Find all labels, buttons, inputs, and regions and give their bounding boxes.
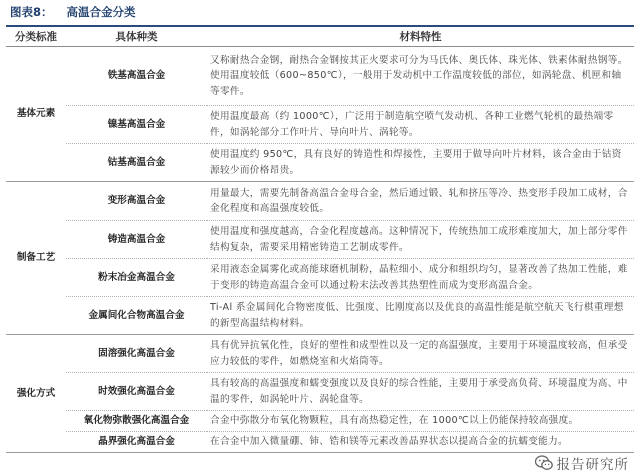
kind-cell: 晶界强化高温合金 xyxy=(66,432,207,453)
table-row xyxy=(6,182,634,221)
figure-header xyxy=(0,0,640,24)
desc-cell: 使用温度最高（约 1000℃），广泛用于制造航空喷气发动机、各种工业燃气轮机的最热端零件，如涡轮部分工作叶片、导向叶片、涡轮等。 xyxy=(207,106,634,144)
kind-cell: 钴基高温合金 xyxy=(66,144,207,182)
watermark xyxy=(532,453,633,473)
kind-cell: 时效强化高温合金 xyxy=(66,373,207,411)
table-row xyxy=(6,297,634,335)
table-header-row xyxy=(6,27,634,47)
desc-cell: 用量最大，需要先制备高温合金母合金，然后通过锻、轧和挤压等冷、热变形手段加工成材，合金化程度和高温强度较低。 xyxy=(207,182,634,221)
table-row xyxy=(6,411,634,432)
header-kind: 具体种类 xyxy=(66,27,207,47)
figure-label: 图表8： xyxy=(10,5,53,19)
kind-cell: 氧化物弥散强化高温合金 xyxy=(66,411,207,432)
table-row xyxy=(6,47,634,106)
desc-cell: 使用温度和强度越高，合金化程度越高。这种情况下，传统热加工成形难度加大，加上部分零件结构复杂，需要采用精密铸造工艺制成零件。 xyxy=(207,221,634,259)
table-row xyxy=(6,373,634,411)
kind-cell: 金属间化合物高温合金 xyxy=(66,297,207,335)
category-cell: 制备工艺 xyxy=(6,182,66,335)
desc-cell: 在合金中加入微量硼、铈、锆和镁等元素改善晶界状态以提高合金的抗蠕变能力。 xyxy=(207,432,634,453)
desc-cell: 具有优异抗氧化性，良好的塑性和成型性以及一定的高温强度，主要用于环境温度较高，但承受应力较低的零件，如燃烧室和火焰筒等。 xyxy=(207,335,634,373)
desc-cell: 采用液态金属雾化或高能球磨机制粉，晶粒细小、成分和组织均匀，显著改善了热加工性能，难于变形的铸造高温合金可以通过粉末法改善其热塑性而成为变形高温合金。 xyxy=(207,259,634,297)
kind-cell: 铁基高温合金 xyxy=(66,47,207,106)
watermark-text: 报告研究所 xyxy=(556,457,629,473)
alloy-classification-table xyxy=(6,27,634,453)
category-cell: 基体元素 xyxy=(6,47,66,182)
table-row xyxy=(6,259,634,297)
kind-cell: 铸造高温合金 xyxy=(66,221,207,259)
kind-cell: 变形高温合金 xyxy=(66,182,207,221)
wechat-icon xyxy=(535,455,553,471)
kind-cell: 粉末冶金高温合金 xyxy=(66,259,207,297)
desc-cell: 具有较高的高温强度和蠕变强度以及良好的综合性能，主要用于承受高负荷、环境温度为高、中温的零件，如涡轮叶片、涡轮盘等。 xyxy=(207,373,634,411)
table-row xyxy=(6,432,634,453)
desc-cell: 又称耐热合金钢，耐热合金钢按其正火要求可分为马氏体、奥氏体、珠光体、铁素体耐热钢等。使用温度较低（600~850℃），一般用于发动机中工作温度较低的部位，如涡轮盘、机匣和轴等零件。 xyxy=(207,47,634,106)
header-properties: 材料特性 xyxy=(207,27,634,47)
desc-cell: 合金中弥散分布氧化物颗粒，具有高热稳定性，在 1000℃以上仍能保持较高强度。 xyxy=(207,411,634,432)
figure-title: 高温合金分类 xyxy=(66,5,136,19)
kind-cell: 固溶强化高温合金 xyxy=(66,335,207,373)
header-category: 分类标准 xyxy=(6,27,66,47)
desc-cell: Ti-Al 系金属间化合物密度低、比强度、比刚度高以及优良的高温性能是航空航天飞行棋重理想的新型高温结构材料。 xyxy=(207,297,634,335)
table-row xyxy=(6,221,634,259)
table-row xyxy=(6,144,634,182)
table-row xyxy=(6,335,634,373)
kind-cell: 镍基高温合金 xyxy=(66,106,207,144)
desc-cell: 使用温度约 950℃，具有良好的铸造性和焊接性，主要用于做导向叶片材料，该合金由于钴资源较少而价格昂贵。 xyxy=(207,144,634,182)
category-cell: 强化方式 xyxy=(6,335,66,453)
table-row xyxy=(6,106,634,144)
